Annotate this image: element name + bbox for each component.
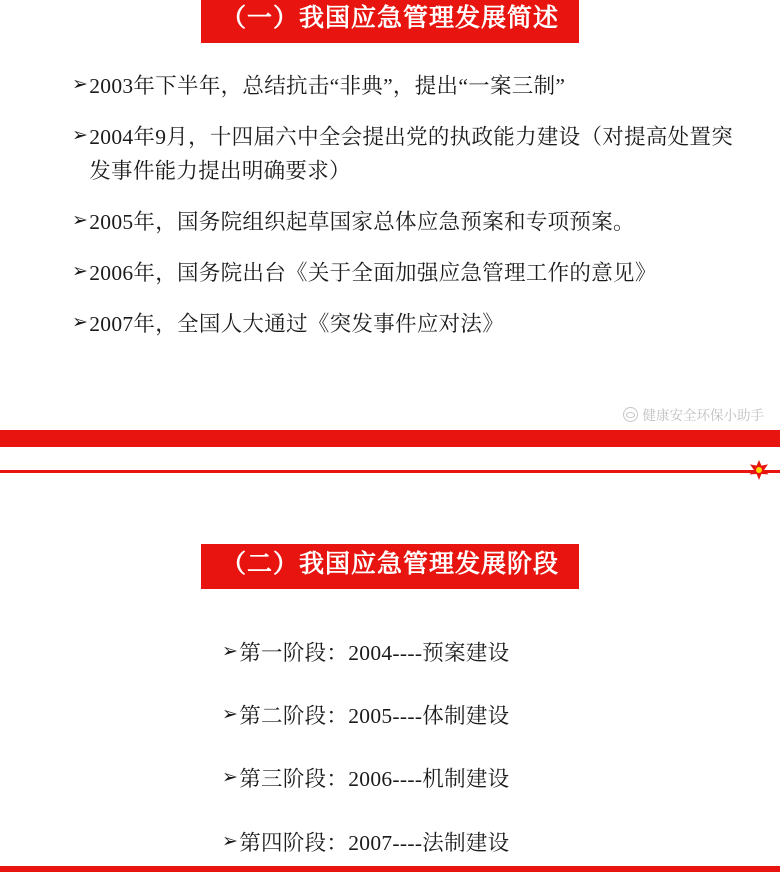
knot-center-dot (756, 467, 762, 473)
slide-one-title: （一）我国应急管理发展简述 (201, 0, 579, 43)
list-item-text: 2007年，全国人大通过《突发事件应对法》 (89, 311, 505, 336)
watermark-text: 健康安全环保小助手 (642, 408, 764, 423)
slide-two-title-container (0, 488, 780, 589)
bullet-arrow-icon: ➢ (72, 124, 89, 146)
slide-two (0, 488, 780, 872)
bullet-arrow-icon: ➢ (72, 73, 89, 95)
list-item (72, 307, 746, 342)
list-item (72, 120, 746, 190)
list-item-text: 2004年9月，十四届六中全会提出党的执政能力建设（对提高处置突发事件能力提出明确要求） (89, 124, 734, 184)
list-item-text: 第二阶段：2005----体制建设 (239, 704, 510, 728)
bullet-arrow-icon: ➢ (72, 311, 89, 333)
footer-accent-bar (0, 866, 780, 872)
list-item-text: 第四阶段：2007----法制建设 (239, 830, 510, 855)
wechat-icon (623, 407, 638, 422)
divider-thick-bar (0, 430, 780, 447)
slide-two-bullet-list (0, 637, 780, 859)
list-item-text: 第一阶段：2004----预案建设 (239, 640, 510, 665)
bullet-arrow-icon: ➢ (222, 640, 239, 662)
watermark (623, 404, 765, 424)
slide-one-bullet-list (0, 69, 780, 342)
bullet-arrow-icon: ➢ (222, 704, 239, 725)
slide-one-title-container (0, 0, 780, 43)
list-item (222, 763, 780, 795)
list-item (72, 69, 746, 104)
list-item (72, 205, 746, 240)
slide-divider-band (0, 430, 780, 488)
list-item (222, 700, 780, 732)
list-item-text: 2006年，国务院出台《关于全面加强应急管理工作的意见》 (89, 261, 657, 286)
list-item-text: 2003年下半年，总结抗击“非典”，提出“一案三制” (89, 73, 566, 98)
bullet-arrow-icon: ➢ (222, 767, 239, 789)
list-item (222, 637, 780, 669)
divider-thin-bar (0, 470, 780, 473)
bullet-arrow-icon: ➢ (72, 210, 89, 232)
bullet-arrow-icon: ➢ (72, 261, 89, 283)
bullet-arrow-icon: ➢ (222, 830, 239, 852)
slide-two-title: （二）我国应急管理发展阶段 (201, 544, 579, 589)
list-item-text: 2005年，国务院组织起草国家总体应急预案和专项预案。 (89, 210, 635, 235)
list-item (222, 827, 780, 859)
list-item (72, 256, 746, 291)
divider-gap (0, 447, 780, 470)
knot-badge-icon (746, 458, 772, 484)
slide-one (0, 0, 780, 430)
list-item-text: 第三阶段：2006----机制建设 (239, 767, 510, 792)
